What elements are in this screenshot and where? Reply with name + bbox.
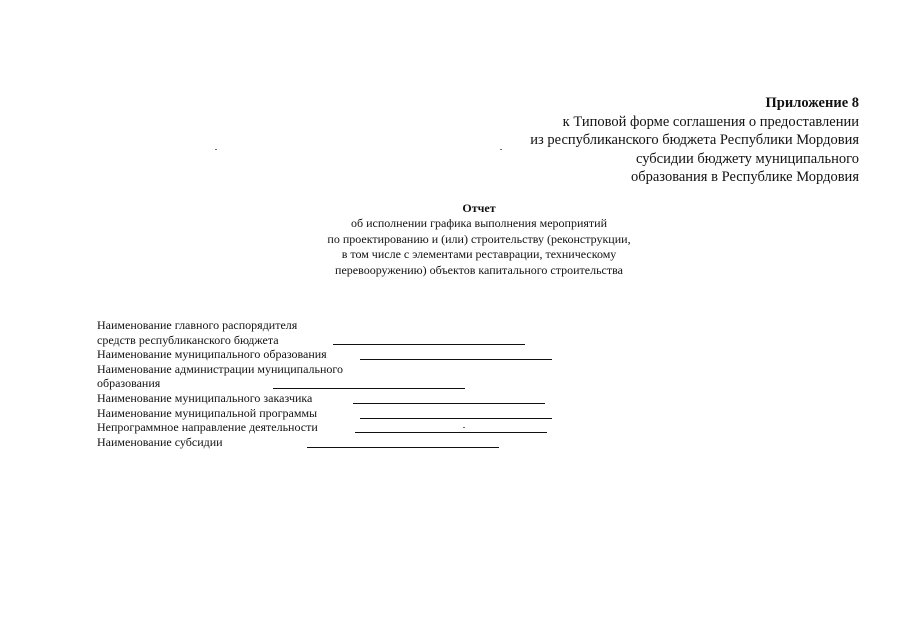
scan-speck xyxy=(500,149,502,150)
field-administration xyxy=(97,362,343,391)
report-fields xyxy=(97,318,343,449)
appendix-line: из республиканского бюджета Республики Мордовия xyxy=(530,132,859,149)
appendix-line: субсидии бюджету муниципального xyxy=(635,150,859,167)
appendix-line: образования в Республике Мордовия xyxy=(630,169,859,186)
field-customer xyxy=(97,391,343,406)
field-blank-line[interactable] xyxy=(360,406,552,419)
field-label: средств республиканского бюджета xyxy=(97,332,279,347)
field-label: Наименование администрации муниципального xyxy=(97,361,343,376)
report-heading-block xyxy=(299,201,659,278)
scan-speck xyxy=(215,149,217,150)
field-blank-line[interactable] xyxy=(307,435,499,448)
appendix-header xyxy=(530,94,859,187)
field-label: образования xyxy=(97,376,161,391)
field-label: Наименование муниципального образования xyxy=(97,347,327,362)
field-chief-manager xyxy=(97,318,343,347)
field-label: Наименование муниципального заказчика xyxy=(97,390,313,405)
appendix-line: к Типовой форме соглашения о предоставлении xyxy=(562,113,859,130)
field-label: Наименование муниципальной программы xyxy=(97,405,318,420)
field-label: Наименование субсидии xyxy=(97,434,223,449)
field-blank-line[interactable] xyxy=(360,347,552,360)
field-blank-line[interactable] xyxy=(355,420,547,433)
field-label: Непрограммное направление деятельности xyxy=(97,420,318,435)
field-subsidy xyxy=(97,435,343,450)
report-title: Отчет xyxy=(462,201,496,215)
field-blank-line[interactable] xyxy=(353,391,545,404)
report-subtitle-line: по проектированию и (или) строительству (реконструкции, xyxy=(327,231,631,246)
report-subtitle-line: перевооружению) объектов капитального строительства xyxy=(335,262,623,277)
field-nonprogram-direction xyxy=(97,420,343,435)
appendix-heading: Приложение 8 xyxy=(765,95,859,111)
report-subtitle-line: в том числе с элементами реставрации, техническому xyxy=(341,247,617,262)
field-blank-line[interactable] xyxy=(273,376,465,389)
report-subtitle-line: об исполнении графика выполнения мероприятий xyxy=(350,216,607,231)
field-label: Наименование главного распорядителя xyxy=(97,318,298,332)
field-program xyxy=(97,406,343,421)
field-blank-line[interactable] xyxy=(333,332,525,345)
field-municipality xyxy=(97,347,343,362)
